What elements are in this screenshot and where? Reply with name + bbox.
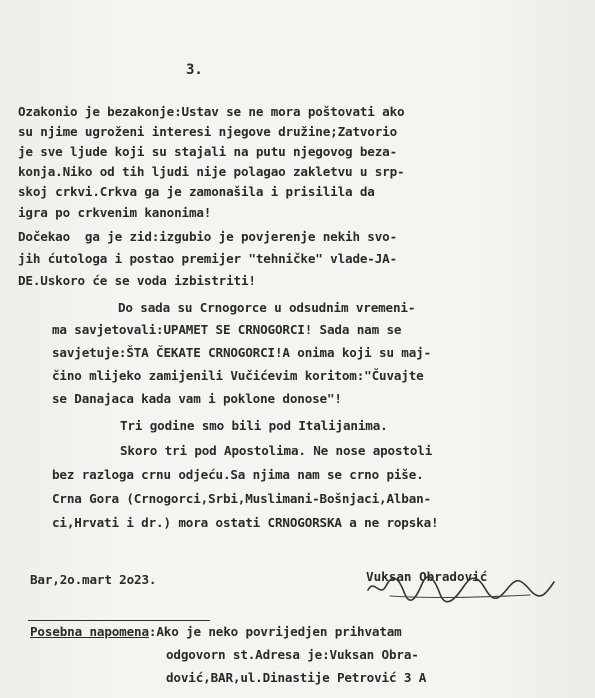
body-line: su njime ugroženi interesi njegove družine;Zatvorio (18, 124, 398, 139)
body-line: Skoro tri pod Apostolima. Ne nose apostoli (120, 443, 433, 458)
body-line: Tri godine smo bili pod Italijanima. (120, 418, 388, 433)
body-line: Do sada su Crnogorce u odsudnim vremeni- (118, 300, 416, 315)
body-line: je sve ljude koji su stajali na putu njegovog beza- (18, 144, 398, 159)
body-line: ma savjetovali:UPAMET SE CRNOGORCI! Sada nam se (52, 322, 402, 337)
note-label: Posebna napomena (30, 624, 149, 639)
body-line: bez razloga crnu odjeću.Sa njima nam se crno piše. (52, 467, 424, 482)
body-line: savjetuje:ŠTA ČEKATE CRNOGORCI!A onima koji su maj- (52, 345, 432, 360)
body-line: čino mlijeko zamijenili Vučićevim koritom:"Čuvajte (52, 368, 424, 383)
page-number: 3. (186, 62, 203, 78)
body-line: konja.Niko od tih ljudi nije polagao zakletvu u srp- (18, 164, 405, 179)
body-line: ci,Hrvati i dr.) mora ostati CRNOGORSKA a ne ropska! (52, 515, 439, 530)
note-text: :Ako je neko povrijedjen prihvatam (148, 624, 402, 639)
body-line: Ozakonio je bezakonje:Ustav se ne mora poštovati ako (18, 104, 405, 119)
separator-rule (28, 620, 210, 621)
note-line: dović,BAR,ul.Dinastije Petrović 3 A (166, 670, 427, 685)
body-line: jih ćutologa i postao premijer "tehničke" vlade-JA- (18, 251, 398, 266)
body-line: igra po crkvenim kanonima! (18, 205, 212, 220)
note-line: odgovorn st.Adresa je:Vuksan Obra- (166, 647, 419, 662)
handwritten-signature-icon (360, 568, 560, 604)
body-line: Dočekao ga je zid:izgubio je povjerenje nekih svo- (18, 229, 398, 244)
body-line: DE.Uskoro će se voda izbistriti! (18, 273, 256, 288)
body-line: skoj crkvi.Crkva ga je zamonašila i prisilila da (18, 184, 375, 199)
signature-typed-name: Vuksan Obradović (366, 569, 488, 584)
place-date: Bar,2o.mart 2o23. (30, 572, 157, 587)
note-line-first (30, 624, 402, 640)
body-line: se Danajaca kada vam i poklone donose"! (52, 391, 342, 406)
body-line: Crna Gora (Crnogorci,Srbi,Muslimani-Bošnjaci,Alban- (52, 491, 432, 506)
